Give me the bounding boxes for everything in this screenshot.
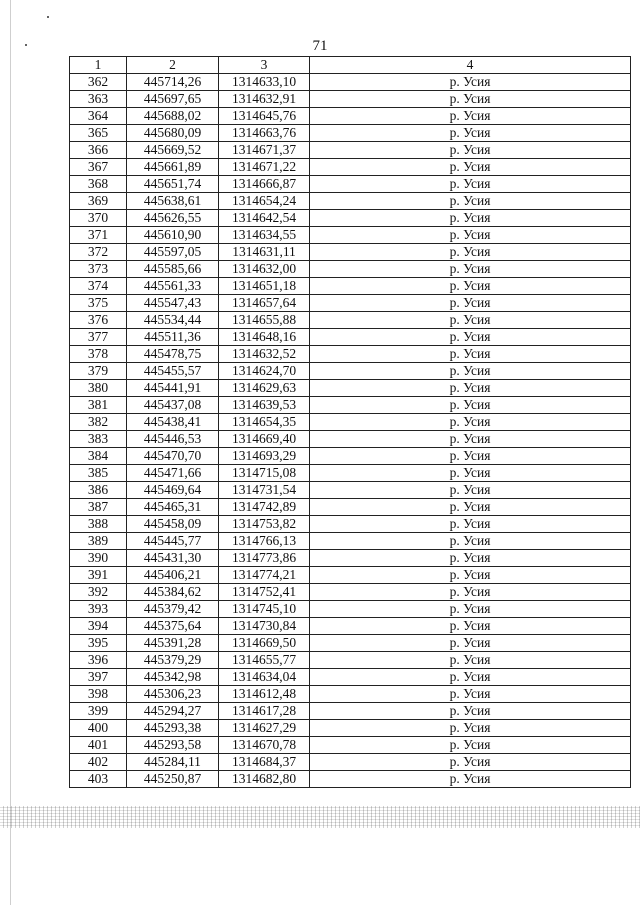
cell-y-coordinate: 1314634,04 [219, 669, 310, 686]
cell-y-coordinate: 1314742,89 [219, 499, 310, 516]
cell-x-coordinate: 445379,29 [127, 652, 219, 669]
column-header-y: 3 [219, 57, 310, 74]
cell-point-number: 362 [70, 74, 127, 91]
cell-y-coordinate: 1314629,63 [219, 380, 310, 397]
cell-x-coordinate: 445478,75 [127, 346, 219, 363]
cell-x-coordinate: 445638,61 [127, 193, 219, 210]
cell-description: р. Усия [310, 108, 631, 125]
table-row [70, 533, 631, 550]
cell-x-coordinate: 445561,33 [127, 278, 219, 295]
cell-y-coordinate: 1314669,50 [219, 635, 310, 652]
cell-y-coordinate: 1314639,53 [219, 397, 310, 414]
cell-y-coordinate: 1314634,55 [219, 227, 310, 244]
cell-description: р. Усия [310, 125, 631, 142]
table-row [70, 176, 631, 193]
cell-point-number: 382 [70, 414, 127, 431]
table-row [70, 482, 631, 499]
cell-y-coordinate: 1314624,70 [219, 363, 310, 380]
cell-point-number: 377 [70, 329, 127, 346]
cell-description: р. Усия [310, 516, 631, 533]
table-row [70, 210, 631, 227]
table-header-row [70, 57, 631, 74]
table-row [70, 635, 631, 652]
table-row [70, 448, 631, 465]
cell-point-number: 390 [70, 550, 127, 567]
scan-noise-band [0, 806, 640, 828]
cell-y-coordinate: 1314617,28 [219, 703, 310, 720]
cell-y-coordinate: 1314745,10 [219, 601, 310, 618]
cell-description: р. Усия [310, 210, 631, 227]
cell-point-number: 378 [70, 346, 127, 363]
cell-point-number: 376 [70, 312, 127, 329]
cell-description: р. Усия [310, 91, 631, 108]
page-number: 71 [312, 38, 328, 54]
cell-description: р. Усия [310, 465, 631, 482]
table-row [70, 278, 631, 295]
cell-point-number: 380 [70, 380, 127, 397]
cell-x-coordinate: 445375,64 [127, 618, 219, 635]
cell-x-coordinate: 445714,26 [127, 74, 219, 91]
cell-y-coordinate: 1314632,00 [219, 261, 310, 278]
cell-x-coordinate: 445438,41 [127, 414, 219, 431]
cell-x-coordinate: 445431,30 [127, 550, 219, 567]
cell-description: р. Усия [310, 346, 631, 363]
cell-description: р. Усия [310, 686, 631, 703]
cell-description: р. Усия [310, 499, 631, 516]
table-row [70, 652, 631, 669]
cell-description: р. Усия [310, 431, 631, 448]
cell-x-coordinate: 445680,09 [127, 125, 219, 142]
cell-x-coordinate: 445465,31 [127, 499, 219, 516]
cell-x-coordinate: 445406,21 [127, 567, 219, 584]
cell-point-number: 392 [70, 584, 127, 601]
cell-description: р. Усия [310, 74, 631, 91]
cell-y-coordinate: 1314666,87 [219, 176, 310, 193]
cell-point-number: 398 [70, 686, 127, 703]
cell-point-number: 363 [70, 91, 127, 108]
table-row [70, 74, 631, 91]
cell-point-number: 368 [70, 176, 127, 193]
cell-y-coordinate: 1314773,86 [219, 550, 310, 567]
cell-y-coordinate: 1314731,54 [219, 482, 310, 499]
table-row [70, 193, 631, 210]
cell-point-number: 399 [70, 703, 127, 720]
cell-description: р. Усия [310, 550, 631, 567]
cell-y-coordinate: 1314766,13 [219, 533, 310, 550]
scan-speck [47, 16, 49, 18]
column-header-number: 1 [70, 57, 127, 74]
table-row [70, 550, 631, 567]
cell-x-coordinate: 445391,28 [127, 635, 219, 652]
cell-description: р. Усия [310, 380, 631, 397]
cell-x-coordinate: 445534,44 [127, 312, 219, 329]
cell-description: р. Усия [310, 771, 631, 788]
cell-x-coordinate: 445697,65 [127, 91, 219, 108]
table-row [70, 567, 631, 584]
cell-x-coordinate: 445585,66 [127, 261, 219, 278]
table-row [70, 380, 631, 397]
cell-description: р. Усия [310, 584, 631, 601]
cell-y-coordinate: 1314655,77 [219, 652, 310, 669]
cell-point-number: 383 [70, 431, 127, 448]
cell-point-number: 364 [70, 108, 127, 125]
cell-description: р. Усия [310, 227, 631, 244]
cell-y-coordinate: 1314655,88 [219, 312, 310, 329]
cell-point-number: 366 [70, 142, 127, 159]
cell-description: р. Усия [310, 618, 631, 635]
cell-point-number: 369 [70, 193, 127, 210]
table-row [70, 584, 631, 601]
cell-point-number: 373 [70, 261, 127, 278]
table-row [70, 465, 631, 482]
cell-point-number: 391 [70, 567, 127, 584]
cell-point-number: 374 [70, 278, 127, 295]
cell-x-coordinate: 445250,87 [127, 771, 219, 788]
cell-x-coordinate: 445379,42 [127, 601, 219, 618]
cell-y-coordinate: 1314663,76 [219, 125, 310, 142]
table-row [70, 108, 631, 125]
cell-x-coordinate: 445651,74 [127, 176, 219, 193]
column-header-x: 2 [127, 57, 219, 74]
table-row [70, 669, 631, 686]
cell-description: р. Усия [310, 737, 631, 754]
table-row [70, 244, 631, 261]
cell-description: р. Усия [310, 261, 631, 278]
cell-y-coordinate: 1314654,35 [219, 414, 310, 431]
cell-y-coordinate: 1314753,82 [219, 516, 310, 533]
cell-point-number: 388 [70, 516, 127, 533]
cell-point-number: 371 [70, 227, 127, 244]
table-row [70, 499, 631, 516]
cell-point-number: 385 [70, 465, 127, 482]
cell-x-coordinate: 445597,05 [127, 244, 219, 261]
cell-point-number: 379 [70, 363, 127, 380]
table-row [70, 329, 631, 346]
cell-point-number: 370 [70, 210, 127, 227]
table-body [70, 74, 631, 788]
cell-point-number: 375 [70, 295, 127, 312]
cell-y-coordinate: 1314612,48 [219, 686, 310, 703]
cell-point-number: 381 [70, 397, 127, 414]
cell-y-coordinate: 1314645,76 [219, 108, 310, 125]
cell-description: р. Усия [310, 312, 631, 329]
cell-y-coordinate: 1314715,08 [219, 465, 310, 482]
cell-x-coordinate: 445445,77 [127, 533, 219, 550]
cell-description: р. Усия [310, 635, 631, 652]
page-left-edge [10, 0, 11, 905]
cell-point-number: 396 [70, 652, 127, 669]
cell-description: р. Усия [310, 397, 631, 414]
cell-description: р. Усия [310, 448, 631, 465]
cell-x-coordinate: 445437,08 [127, 397, 219, 414]
cell-x-coordinate: 445306,23 [127, 686, 219, 703]
cell-point-number: 400 [70, 720, 127, 737]
cell-y-coordinate: 1314627,29 [219, 720, 310, 737]
cell-point-number: 372 [70, 244, 127, 261]
cell-point-number: 365 [70, 125, 127, 142]
cell-y-coordinate: 1314671,22 [219, 159, 310, 176]
cell-x-coordinate: 445610,90 [127, 227, 219, 244]
cell-point-number: 394 [70, 618, 127, 635]
table-row [70, 754, 631, 771]
cell-point-number: 367 [70, 159, 127, 176]
table-row [70, 414, 631, 431]
cell-y-coordinate: 1314693,29 [219, 448, 310, 465]
cell-point-number: 389 [70, 533, 127, 550]
cell-y-coordinate: 1314684,37 [219, 754, 310, 771]
cell-y-coordinate: 1314774,21 [219, 567, 310, 584]
cell-y-coordinate: 1314671,37 [219, 142, 310, 159]
cell-x-coordinate: 445455,57 [127, 363, 219, 380]
cell-x-coordinate: 445470,70 [127, 448, 219, 465]
cell-point-number: 403 [70, 771, 127, 788]
cell-y-coordinate: 1314631,11 [219, 244, 310, 261]
cell-y-coordinate: 1314632,52 [219, 346, 310, 363]
table-row [70, 227, 631, 244]
table-row [70, 142, 631, 159]
table-row [70, 91, 631, 108]
table-row [70, 346, 631, 363]
cell-point-number: 384 [70, 448, 127, 465]
cell-x-coordinate: 445688,02 [127, 108, 219, 125]
cell-point-number: 401 [70, 737, 127, 754]
table-row [70, 431, 631, 448]
cell-x-coordinate: 445458,09 [127, 516, 219, 533]
table-row [70, 686, 631, 703]
cell-point-number: 397 [70, 669, 127, 686]
table-row [70, 601, 631, 618]
cell-y-coordinate: 1314752,41 [219, 584, 310, 601]
cell-x-coordinate: 445547,43 [127, 295, 219, 312]
cell-x-coordinate: 445294,27 [127, 703, 219, 720]
cell-y-coordinate: 1314633,10 [219, 74, 310, 91]
cell-point-number: 395 [70, 635, 127, 652]
cell-x-coordinate: 445471,66 [127, 465, 219, 482]
cell-x-coordinate: 445284,11 [127, 754, 219, 771]
table-row [70, 737, 631, 754]
cell-description: р. Усия [310, 142, 631, 159]
cell-x-coordinate: 445469,64 [127, 482, 219, 499]
table-row [70, 159, 631, 176]
cell-description: р. Усия [310, 669, 631, 686]
table-row [70, 618, 631, 635]
cell-y-coordinate: 1314654,24 [219, 193, 310, 210]
table-row [70, 312, 631, 329]
cell-x-coordinate: 445293,58 [127, 737, 219, 754]
cell-description: р. Усия [310, 414, 631, 431]
cell-x-coordinate: 445511,36 [127, 329, 219, 346]
cell-y-coordinate: 1314642,54 [219, 210, 310, 227]
cell-description: р. Усия [310, 533, 631, 550]
cell-description: р. Усия [310, 159, 631, 176]
table-row [70, 125, 631, 142]
cell-x-coordinate: 445661,89 [127, 159, 219, 176]
table-row [70, 261, 631, 278]
cell-description: р. Усия [310, 193, 631, 210]
cell-point-number: 393 [70, 601, 127, 618]
cell-y-coordinate: 1314648,16 [219, 329, 310, 346]
cell-description: р. Усия [310, 329, 631, 346]
cell-description: р. Усия [310, 363, 631, 380]
cell-y-coordinate: 1314651,18 [219, 278, 310, 295]
table-row [70, 363, 631, 380]
cell-description: р. Усия [310, 482, 631, 499]
cell-x-coordinate: 445441,91 [127, 380, 219, 397]
cell-description: р. Усия [310, 720, 631, 737]
coordinates-table [69, 56, 631, 788]
cell-x-coordinate: 445626,55 [127, 210, 219, 227]
table-row [70, 703, 631, 720]
cell-description: р. Усия [310, 754, 631, 771]
cell-point-number: 386 [70, 482, 127, 499]
cell-x-coordinate: 445446,53 [127, 431, 219, 448]
cell-description: р. Усия [310, 176, 631, 193]
cell-x-coordinate: 445384,62 [127, 584, 219, 601]
cell-description: р. Усия [310, 601, 631, 618]
cell-y-coordinate: 1314670,78 [219, 737, 310, 754]
table-row [70, 516, 631, 533]
cell-description: р. Усия [310, 652, 631, 669]
cell-point-number: 402 [70, 754, 127, 771]
table-row [70, 295, 631, 312]
cell-y-coordinate: 1314682,80 [219, 771, 310, 788]
column-header-description: 4 [310, 57, 631, 74]
cell-point-number: 387 [70, 499, 127, 516]
cell-x-coordinate: 445293,38 [127, 720, 219, 737]
cell-x-coordinate: 445342,98 [127, 669, 219, 686]
table-row [70, 771, 631, 788]
table-row [70, 720, 631, 737]
cell-y-coordinate: 1314632,91 [219, 91, 310, 108]
table-row [70, 397, 631, 414]
cell-description: р. Усия [310, 244, 631, 261]
cell-description: р. Усия [310, 703, 631, 720]
cell-y-coordinate: 1314730,84 [219, 618, 310, 635]
cell-description: р. Усия [310, 278, 631, 295]
cell-x-coordinate: 445669,52 [127, 142, 219, 159]
cell-y-coordinate: 1314657,64 [219, 295, 310, 312]
cell-description: р. Усия [310, 295, 631, 312]
cell-y-coordinate: 1314669,40 [219, 431, 310, 448]
cell-description: р. Усия [310, 567, 631, 584]
